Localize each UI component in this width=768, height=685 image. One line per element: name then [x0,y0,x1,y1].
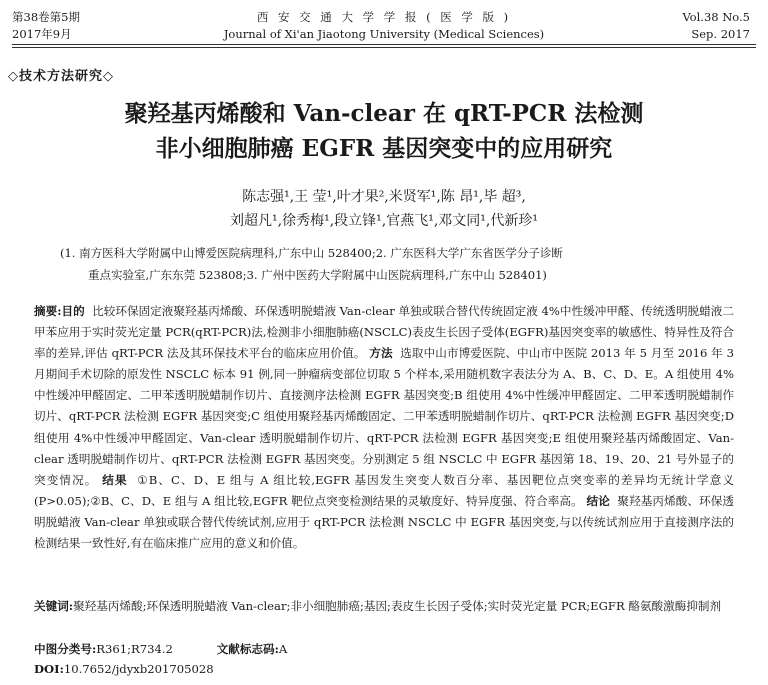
journal-title-cn: 西 安 交 通 大 学 学 报 ( 医 学 版 ) [256,10,512,24]
objective-label: 目的 [61,304,85,318]
authors-line-2: 刘超凡¹,徐秀梅¹,段立锋¹,官燕飞¹,邓文同¹,代新珍¹ [230,213,538,229]
results-label: 结果 [102,472,128,487]
publication-date: 2017年9月 [12,27,72,41]
abstract-objective: 比较环保固定液聚羟基丙烯酸、环保透明脱蜡液 Van-clear 单独或联合替代传统固定液 4%中性缓冲甲醛、传统透明脱蜡液二甲苯应用于实时荧光定量 PCR(qRT-PCR)法,检测非小细胞肺癌(NSCLC)表皮生长因子受体(EGFR)基因突变率的敏感性、特异性及符合率的差异,评估 qRT-PCR 法及其环保技术平台的临床应用价值。 [34,304,734,361]
article-title [0,96,768,166]
doi-line [34,659,214,679]
document-code-label: 文献标志码: [216,642,279,656]
authors-line-1: 陈志强¹,王 莹¹,叶才果²,米贤军¹,陈 昂¹,毕 超³, [242,189,526,205]
conclusion-label: 结论 [586,493,610,508]
title-line-2: 非小细胞肺癌 EGFR 基因突变中的应用研究 [155,135,613,162]
methods-label: 方法 [369,346,393,361]
abstract-label: 摘要: [34,304,62,318]
doi-value: 10.7652/jdyxb201705028 [63,662,214,676]
keywords-label: 关键词: [34,599,74,613]
header-rule-bottom [12,47,756,48]
classification-line [34,639,287,659]
journal-title-en: Journal of Xi'an Jiaotong University (Medical Sciences) [223,27,545,41]
affiliation-line-2: 重点实验室,广东东莞 523808;3. 广州中医药大学附属中山医院病理科,广东中山 528401) [88,268,547,282]
abstract-conclusion: 聚羟基丙烯酸、环保透明脱蜡液 Van-clear 单独或联合替代传统试剂,应用于 qRT-PCR 法检测 NSCLC 中 EGFR 基因突变,与以传统试剂应用于直接测序法的检测结果一致性好,有在临床推广应用的意义和价值。 [34,493,734,551]
abstract-methods: 选取中山市博爱医院、中山市中医院 2013 年 5 月至 2016 年 3 月期间手术切除的原发性 NSCLC 标本 91 例,同一肿瘤病变部位切取 5 个样本,采用随机数字表法分为 A、B、C、D、E。A 组使用 4%中性缓冲甲醛固定、二甲苯透明脱蜡制作切片、直接测序法检测 EGFR 基因突变;B 组使用 4%中性缓冲甲醛固定、二甲苯透明脱蜡制作切片、qRT-PCR 法检测 EGFR 基因突变;C 组使用聚羟基丙烯酸固定、二甲苯透明脱蜡制作切片、qRT-PCR 法检测 EGFR 基因突变;D 组使用 4%中性缓冲甲醛固定、Van-clear 透明脱蜡制作切片、qRT-PCR 法检测 EGFR 基因突变;E 组使用聚羟基丙烯酸固定、Van-clear 透明脱蜡制作切片、qRT-PCR 法检测 EGFR 基因突变。分别测定 5 组 NSCLC 中 EGFR 基因第 18、19、20、21 号外显子的突变情况。 [34,346,735,487]
publication-date-en: Sep. 2017 [691,27,750,41]
journal-volume-en [682,9,750,43]
doi-label: DOI: [34,662,64,676]
affiliation-line-1: (1. 南方医科大学附属中山博爱医院病理科,广东中山 528400;2. 广东医科大学广东省医学分子诊断 [60,246,563,260]
volume-issue: 第38卷第5期 [12,10,80,24]
volume-issue-en: Vol.38 No.5 [682,10,750,24]
keywords-text: 聚羟基丙烯酸;环保透明脱蜡液 Van-clear;非小细胞肺癌;基因;表皮生长因子受体;实时荧光定量 PCR;EGFR 酪氨酸激酶抑制剂 [73,599,722,613]
author-list [0,185,768,233]
classification-value: R361;R734.2 [96,642,173,656]
section-label: ◇技术方法研究◇ [8,69,114,84]
keywords [34,596,734,617]
title-line-1: 聚羟基丙烯酸和 Van-clear 在 qRT-PCR 法检测 [124,100,644,127]
journal-title-block [0,9,768,43]
affiliations [60,242,720,286]
header-rule-top [12,44,756,45]
classification-label: 中图分类号: [34,642,97,656]
document-code-value: A [278,642,288,656]
abstract [34,301,734,554]
abstract-results: ①B、C、D、E 组与 A 组比较,EGFR 基因发生突变人数百分率、基因靶位点突变率的差异均无统计学意义(P>0.05);②B、C、D、E 组与 A 组比较,EGFR 靶位点突变检测结果的灵敏度好、特异度强、符合率高。 [34,472,735,508]
